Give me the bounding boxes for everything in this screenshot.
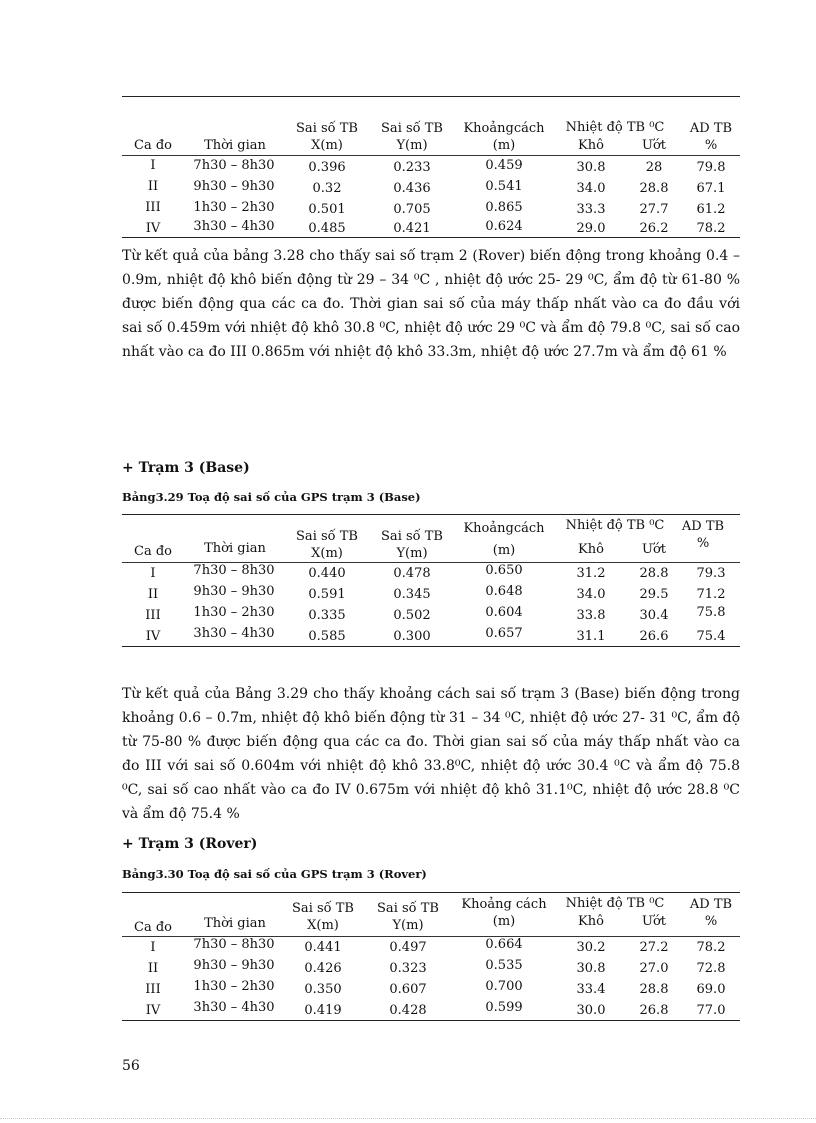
cell-x: 0.426 — [304, 961, 342, 976]
cell-ad: 75.8 — [696, 605, 726, 620]
cell-ad: 79.3 — [696, 566, 726, 581]
header-sai-so-y: Sai số TB Y(m) — [377, 901, 439, 933]
cell-x: 0.396 — [308, 160, 346, 175]
table-bottom-rule — [122, 646, 740, 647]
cell-khoang-cach: 0.700 — [485, 979, 523, 994]
cell-kho: 33.8 — [576, 608, 606, 623]
cell-uoc: 28 — [645, 160, 663, 175]
cell-ad: 67.1 — [696, 181, 726, 196]
table-3-29 — [122, 514, 740, 648]
cell-ad: 71.2 — [696, 587, 726, 602]
header-khoang-cach: Khoảngcách (m) — [463, 121, 545, 153]
cell-ca: IV — [145, 629, 161, 644]
cell-thoi-gian: 1h30 – 2h30 — [193, 979, 275, 994]
cell-y: 0.345 — [393, 587, 431, 602]
cell-ca: I — [150, 940, 156, 955]
header-sai-so-y: Sai số TB Y(m) — [381, 529, 443, 561]
cell-kho: 30.8 — [576, 961, 606, 976]
cell-uoc: 26.2 — [639, 221, 669, 236]
cell-ca: IV — [145, 1003, 161, 1018]
cell-khoang-cach: 0.865 — [485, 200, 523, 215]
header-kho: Khô — [578, 542, 604, 557]
cell-thoi-gian: 7h30 – 8h30 — [193, 563, 275, 578]
cell-uoc: 27.7 — [639, 202, 669, 217]
cell-uoc: 28.8 — [639, 566, 669, 581]
table-top-rule — [122, 892, 740, 893]
cell-kho: 30.2 — [576, 940, 606, 955]
header-kho: Khô — [578, 138, 604, 153]
cell-uoc: 27.0 — [639, 961, 669, 976]
cell-khoang-cach: 0.650 — [485, 563, 523, 578]
cell-kho: 33.3 — [576, 202, 606, 217]
cell-ad: 78.2 — [696, 940, 726, 955]
table-top-rule — [122, 514, 740, 515]
cell-khoang-cach: 0.624 — [485, 219, 523, 234]
cell-thoi-gian: 3h30 – 4h30 — [193, 626, 275, 641]
cell-thoi-gian: 9h30 – 9h30 — [193, 958, 275, 973]
cell-khoang-cach: 0.648 — [485, 584, 523, 599]
cell-khoang-cach: 0.599 — [485, 1000, 523, 1015]
cell-ca: III — [145, 200, 161, 215]
cell-uoc: 30.4 — [639, 608, 669, 623]
cell-x: 0.585 — [308, 629, 346, 644]
cell-kho: 34.0 — [576, 181, 606, 196]
cell-thoi-gian: 7h30 – 8h30 — [193, 158, 275, 173]
cell-thoi-gian: 1h30 – 2h30 — [193, 200, 275, 215]
cell-ad: 78.2 — [696, 221, 726, 236]
header-ad: AD TB % — [681, 519, 725, 551]
header-thoi-gian: Thời gian — [204, 916, 266, 931]
cell-kho: 33.4 — [576, 982, 606, 997]
header-uoc: Ướt — [641, 138, 666, 153]
cell-x: 0.441 — [304, 940, 342, 955]
cell-x: 0.591 — [308, 587, 346, 602]
paragraph-bang-3-28: Từ kết quả của bảng 3.28 cho thấy sai số trạm 2 (Rover) biến động trong khoảng 0.4 – 0.9m, nhiệt độ khô biến động từ 29 – 34 ⁰C , nhiệt độ ước 25- 29 ⁰C, ẩm độ từ 61-80 % được biến động qua các ca đo. Thời gian sai số của máy thấp nhất vào ca đo đầu với sai số 0.459m với nhiệt độ khô 30.8 ⁰C, nhiệt độ ước 29 ⁰C và ẩm độ 79.8 ⁰C, sai số cao nhất vào ca đo III 0.865m với nhiệt độ khô 33.3m, nhiệt độ ước 27.7m và ẩm độ 61 % — [122, 248, 740, 360]
table-3-30 — [122, 892, 740, 1022]
cell-ad: 77.0 — [696, 1003, 726, 1018]
table-header-rule — [122, 155, 740, 156]
cell-y: 0.421 — [393, 221, 431, 236]
caption-bang-3-30: Bảng3.30 Toạ độ sai số của GPS trạm 3 (Rover) — [122, 867, 427, 881]
cell-y: 0.607 — [389, 982, 427, 997]
cell-khoang-cach: 0.657 — [485, 626, 523, 641]
cell-ca: II — [147, 961, 159, 976]
heading-tram-3-base: + Trạm 3 (Base) — [122, 460, 250, 476]
cell-y: 0.705 — [393, 202, 431, 217]
page-number: 56 — [122, 1058, 140, 1074]
cell-kho: 30.8 — [576, 160, 606, 175]
cell-y: 0.436 — [393, 181, 431, 196]
cell-ca: III — [145, 982, 161, 997]
caption-bang-3-29: Bảng3.29 Toạ độ sai số của GPS trạm 3 (Base) — [122, 490, 421, 504]
cell-khoang-cach: 0.604 — [485, 605, 523, 620]
header-uoc: Ướt — [641, 914, 666, 929]
cell-ad: 79.8 — [696, 160, 726, 175]
cell-uoc: 26.8 — [639, 1003, 669, 1018]
cell-kho: 30.0 — [576, 1003, 606, 1018]
cell-y: 0.502 — [393, 608, 431, 623]
cell-y: 0.497 — [389, 940, 427, 955]
cell-uoc: 29.5 — [639, 587, 669, 602]
cell-x: 0.335 — [308, 608, 346, 623]
cell-uoc: 26.6 — [639, 629, 669, 644]
cell-x: 0.501 — [308, 202, 346, 217]
cell-ca: II — [147, 179, 159, 194]
cell-thoi-gian: 7h30 – 8h30 — [193, 937, 275, 952]
cell-ca: I — [150, 158, 156, 173]
table-bottom-rule — [122, 1020, 740, 1021]
header-sai-so-x: Sai số TB X(m) — [296, 121, 358, 153]
cell-uoc: 27.2 — [639, 940, 669, 955]
cell-ad: 61.2 — [696, 202, 726, 217]
cell-x: 0.440 — [308, 566, 346, 581]
header-nhiet-do: Nhiệt độ TB ⁰C — [565, 896, 665, 911]
cell-y: 0.478 — [393, 566, 431, 581]
header-nhiet-do: Nhiệt độ TB ⁰C — [565, 518, 665, 533]
cell-y: 0.233 — [393, 160, 431, 175]
cell-uoc: 28.8 — [639, 982, 669, 997]
header-sai-so-y: Sai số TB Y(m) — [381, 121, 443, 153]
header-ad: AD TB % — [689, 897, 733, 929]
header-ca-do: Ca đo — [134, 920, 172, 935]
header-uoc: Ướt — [641, 542, 666, 557]
header-khoang-cach: Khoảngcách (m) — [463, 521, 545, 558]
cell-y: 0.300 — [393, 629, 431, 644]
heading-tram-3-rover: + Trạm 3 (Rover) — [122, 836, 258, 852]
cell-kho: 34.0 — [576, 587, 606, 602]
cell-ad: 69.0 — [696, 982, 726, 997]
cell-y: 0.428 — [389, 1003, 427, 1018]
cell-kho: 31.1 — [576, 629, 606, 644]
header-nhiet-do: Nhiệt độ TB ⁰C — [565, 120, 665, 135]
page-bottom-border — [0, 1118, 816, 1119]
header-khoang-cach: Khoảng cách (m) — [461, 897, 547, 929]
cell-thoi-gian: 3h30 – 4h30 — [193, 1000, 275, 1015]
header-sai-so-x: Sai số TB X(m) — [296, 529, 358, 561]
cell-x: 0.485 — [308, 221, 346, 236]
cell-thoi-gian: 3h30 – 4h30 — [193, 219, 275, 234]
table-bottom-rule — [122, 237, 740, 238]
cell-thoi-gian: 9h30 – 9h30 — [193, 179, 275, 194]
header-ca-do: Ca đo — [134, 544, 172, 559]
header-thoi-gian: Thời gian — [204, 541, 266, 556]
cell-khoang-cach: 0.541 — [485, 179, 523, 194]
cell-kho: 29.0 — [576, 221, 606, 236]
cell-ca: II — [147, 587, 159, 602]
cell-x: 0.32 — [312, 181, 342, 196]
cell-thoi-gian: 9h30 – 9h30 — [193, 584, 275, 599]
cell-uoc: 28.8 — [639, 181, 669, 196]
cell-ad: 75.4 — [696, 629, 726, 644]
header-ad: AD TB % — [689, 121, 733, 153]
cell-kho: 31.2 — [576, 566, 606, 581]
header-sai-so-x: Sai số TB X(m) — [292, 901, 354, 933]
cell-ca: I — [150, 566, 156, 581]
cell-ca: IV — [145, 221, 161, 236]
table-3-28 — [122, 96, 740, 238]
header-kho: Khô — [578, 914, 604, 929]
cell-thoi-gian: 1h30 – 2h30 — [193, 605, 275, 620]
cell-x: 0.350 — [304, 982, 342, 997]
table-top-rule — [122, 96, 740, 97]
cell-ca: III — [145, 608, 161, 623]
header-ca-do: Ca đo — [134, 138, 172, 153]
cell-ad: 72.8 — [696, 961, 726, 976]
cell-khoang-cach: 0.535 — [485, 958, 523, 973]
paragraph-bang-3-29: Từ kết quả của Bảng 3.29 cho thấy khoảng cách sai số trạm 3 (Base) biến động trong khoảng 0.6 – 0.7m, nhiệt độ khô biến động từ 31 – 34 ⁰C, nhiệt độ ước 27- 31 ⁰C, ẩm độ từ 75-80 % được biến động qua các ca đo. Thời gian sai số của máy thấp nhất vào ca đo III với sai số 0.604m với nhiệt độ khô 33.8⁰C, nhiệt độ ước 30.4 ⁰C và ẩm độ 75.8 ⁰C, sai số cao nhất vào ca đo IV 0.675m với nhiệt độ khô 31.1⁰C, nhiệt độ ước 28.8 ⁰C và ẩm độ 75.4 % — [122, 686, 740, 822]
cell-khoang-cach: 0.664 — [485, 937, 523, 952]
cell-y: 0.323 — [389, 961, 427, 976]
cell-khoang-cach: 0.459 — [485, 158, 523, 173]
header-thoi-gian: Thời gian — [204, 138, 266, 153]
cell-x: 0.419 — [304, 1003, 342, 1018]
